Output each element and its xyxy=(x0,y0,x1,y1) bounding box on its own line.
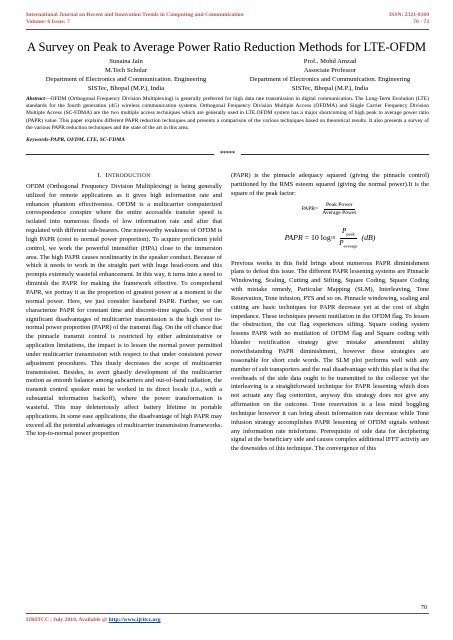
header-left xyxy=(26,12,244,26)
separator-stars: ***** xyxy=(220,151,235,157)
footer-text: IJRITCC | July 2018, Available @ xyxy=(26,617,109,623)
header-rule xyxy=(26,29,429,30)
eq2-coef: 10 log xyxy=(311,233,331,243)
eq2-log-base: 10 xyxy=(330,235,336,241)
author-name: Sunaina Jain xyxy=(109,58,143,65)
eq2-denominator: $P_{average}$ xyxy=(339,239,358,249)
eq2-numerator: $P_{peak}$ xyxy=(340,227,357,239)
abstract xyxy=(26,96,429,132)
section-title-rest: NTRODUCTION xyxy=(107,173,151,179)
eq1-lhs: PAPR= xyxy=(301,206,319,213)
header-right xyxy=(389,12,429,26)
eq2-fraction xyxy=(337,227,359,251)
eq1-numerator: Peak Power xyxy=(326,202,353,209)
eq1-fraction xyxy=(320,202,358,217)
author-block-1 xyxy=(26,57,226,93)
author-block-2 xyxy=(230,57,430,93)
abstract-text: —OFDM (Orthogonal Frequency Division Multiplexing) is generally preferred for high data rate transmission in digital communication. The Long-Term Evolution (LTE) standards for the fourth generation (4G) wireless communication systems. Orthogonal Frequency Division Multiple Access (OFDMA) and Single Carrier Frequency Division Multiple Access (SC-FDMA) are the two multiple access techniques which are generally used in LTE.OFDM system has a major shortcoming of high peak to average power ratio (PAPR) value. This paper explains different PAPR reduction techniques and presents a comparison of the various techniques based on theoretical results. It also presents a survey of the various PAPR reduction techniques and the state of the art in this area. xyxy=(26,96,429,131)
author-role: M.Tech Scholar xyxy=(104,67,148,74)
section-heading-introduction xyxy=(26,172,222,181)
author-institution: SISTec, Bhopal (M.P.), India xyxy=(291,85,369,92)
section-separator xyxy=(26,150,429,158)
footer-rule xyxy=(26,613,429,614)
section-title-first-letter: I xyxy=(105,172,108,179)
abstract-label: Abstract xyxy=(26,96,45,102)
left-column xyxy=(26,172,222,439)
page-range: 70 - 73 xyxy=(413,19,429,25)
journal-name: International Journal on Recent and Innovation Trends in Computing and Communication xyxy=(26,12,244,18)
eq1-denominator: Average Power xyxy=(322,210,357,217)
issn: ISSN: 2321-8169 xyxy=(389,12,429,18)
page-number: 70 xyxy=(421,605,427,611)
eq2-equals: = xyxy=(304,233,310,243)
eq2-unit: (dB) xyxy=(361,233,376,243)
right-column xyxy=(231,172,429,454)
section-numeral: I. xyxy=(97,172,102,179)
volume-issue: Volume: 6 Issue: 7 xyxy=(26,19,70,25)
paper-title: A Survey on Peak to Average Power Ratio Reduction Methods for LTE-OFDM xyxy=(26,40,427,54)
footer xyxy=(26,617,161,623)
intro-paragraph: OFDM (Orthogonal Frequency Division Multiplexing) is being generally utilized for remote applications as it gives high information rate and enhances phantom effectiveness. OFDM is a multicarrier computerized correspondence conspire where the entire accessible transfer speed is isolated into numerous floods of low information rate and after that regulated with different sub-bearers. One noteworthy weakness of OFDM is high PAPR (crest to normal power proportion). To acquire proficient yield control, we work the powerful intensifier (HPA) close to the immersion area. The high PAPR causes nonlinearity in the speaker conduct. Because of which it needs to work in the straight part with huge head-room and this prompts extremely wasteful enhancement. In this way, it turns into a need to diminish the PAPR for making the framework effective. To comprehend PAPR, we portray it as the proportion of greatest power at a moment to the normal power. Here, we just consider baseband PAPR. Further, we can characterize PAPR for constant time and discrete-time signals. One of the significant disadvantages of multicarrier transmission is the high crest to-normal power proportion (PAPR) of the transmit flag. On the off chance that the pinnacle transmit control is restricted by either administrative or application limitations, the impact is to lessen the normal power permitted under multicarrier transmission with respect to that under consistent power adjustment procedures. This thusly decreases the scope of multicarrier transmission. Besides, to avert ghastly development of the multicarrier motion as entomb balance among subcarriers and out-of-band radiation, the transmit control speaker must be worked in its direct locale (i.e., with a substantial information backoff), where the power transformation is wasteful. This may deleteriously affect battery lifetime in portable applications. In some ease applications, the disadvantage of high PAPR may exceed all the potential advantages of multicarrier transmission frameworks. The top-to-normal power proportion xyxy=(26,182,222,438)
papr-db-equation xyxy=(231,224,429,254)
author-department: Department of Electronics and Communication. Engineering xyxy=(45,76,207,83)
author-department: Department of Electronics and Communication. Engineering xyxy=(249,76,411,83)
papr-techniques-paragraph: Previous works in this field brings about numerous PAPR diminishment plans to defeat this issue. The different PAPR lessening systems are Pinnacle Windowing, Scaling, Cutting and Sifting, Square Coding, Square Coding with mistake remedy, Particular Mapping (SLM), Interleaving, Tone Reservation, Tone infusion, PTS and so on. Pinnacle windowing, scaling and cutting are basic techniques for PAPR decrease yet at the cost of slight impedance. These techniques present mutilation in the OFDM flag. To lessen the obstruction, the cut flag experiences sifting. Square coding system lessens PAPR with no mutilation of OFDM flag and Square coding with blunder rectification strategy give mistake amendment ability notwithstanding PAPR diminishment, however these strategies are reasonable for short code words. The SLM plot performs well with any number of sub transporters and the real disadvantage with this plan is that the overheads of the side data ought to be transmitted to the collector yet the interleaving is a straightforward technique for PAPR lessening which does not actuate any flag contortion, anyway this strategy does not give any affirmation on the outcome. Tone reservation is a less mind boggling technique however it can bring about information rate decrease while Tone infusion strategy accomplishes PAPR lessening of OFDM signals without any information rate misfortune. Prerequisite of side data for deciphering signal at the beneficiary side and causes complex additional IFFT activity are the downsides of this technique. The convergence of this xyxy=(231,259,429,453)
papr-ratio-equation xyxy=(231,200,429,220)
keywords: Keywords-PAPR, OFDM, LTE, SC-FDMA xyxy=(26,137,125,143)
eq2-lhs: PAPR xyxy=(284,233,303,243)
papr-definition-paragraph: (PAPR) is the pinnacle adequacy squared (giving the pinnacle control) partitioned by the RMS esteem squared (giving the normal power).It is the square of the peak factor: xyxy=(231,172,429,197)
author-name: Prof.. Mohd Amzad xyxy=(303,58,357,65)
journal-url-link[interactable]: http://www.ijritcc.org xyxy=(108,617,161,623)
author-institution: SISTec, Bhopal (M.P.), India xyxy=(87,85,165,92)
author-role: Associate Professor xyxy=(303,67,357,74)
